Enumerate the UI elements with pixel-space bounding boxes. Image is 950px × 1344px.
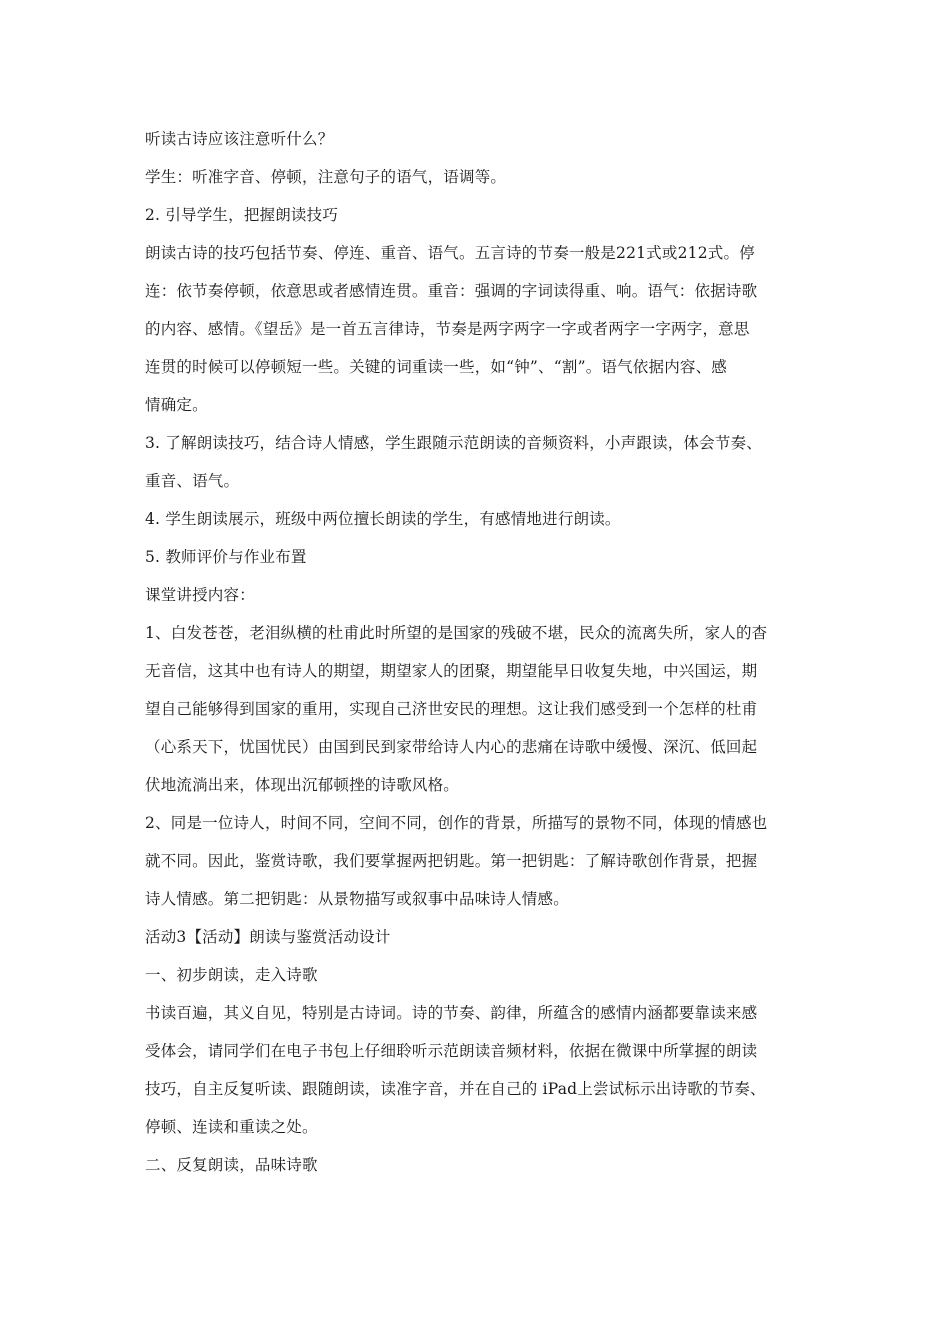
text-line: 就不同。因此，鉴赏诗歌，我们要掌握两把钥匙。第一把钥匙：了解诗歌创作背景，把握 (145, 852, 758, 870)
section-2-heading: 二、反复朗读，品味诗歌 (145, 1156, 318, 1174)
lecture-heading: 课堂讲授内容： (145, 586, 255, 604)
lecture-paragraph-2 (145, 804, 810, 918)
text-line: 1、白发苍苍，老泪纵横的杜甫此时所望的是国家的残破不堪，民众的流离失所，家人的杳 (145, 624, 768, 642)
step-3-paragraph (145, 424, 810, 500)
step-2-heading: 2. 引导学生，把握朗读技巧 (145, 206, 339, 224)
section-1-heading: 一、初步朗读，走入诗歌 (145, 966, 318, 984)
text-line: 书读百遍，其义自见，特别是古诗词。诗的节奏、韵律，所蕴含的感情内涵都要靠读来感 (145, 1004, 758, 1022)
text-line: 停顿、连读和重读之处。 (145, 1118, 318, 1136)
text-line: 的内容、感情。《望岳》是一首五言律诗，节奏是两字两字一字或者两字一字两字，意思 (145, 320, 750, 338)
reading-paragraph (145, 994, 810, 1146)
text-line: 无音信，这其中也有诗人的期望，期望家人的团聚，期望能早日收复失地，中兴国运，期 (145, 662, 758, 680)
step-5-heading: 5. 教师评价与作业布置 (145, 548, 307, 566)
student-answer-line: 学生：听准字音、停顿，注意句子的语气，语调等。 (145, 168, 507, 186)
lecture-paragraph-1 (145, 614, 810, 804)
question-line: 听读古诗应该注意听什么？ (145, 130, 334, 148)
step-4-line: 4. 学生朗读展示，班级中两位擅长朗读的学生，有感情地进行朗读。 (145, 510, 621, 528)
document-page (145, 120, 810, 1184)
text-line: 重音、语气。 (145, 472, 240, 490)
text-line: 望自己能够得到国家的重用，实现自己济世安民的理想。这让我们感受到一个怎样的杜甫 (145, 700, 758, 718)
text-line: 2、同是一位诗人，时间不同，空间不同，创作的背景，所描写的景物不同，体现的情感也 (145, 814, 768, 832)
text-line: 诗人情感。第二把钥匙：从景物描写或叙事中品味诗人情感。 (145, 890, 569, 908)
text-line: 情确定。 (145, 396, 208, 414)
text-line: 3. 了解朗读技巧，结合诗人情感，学生跟随示范朗读的音频资料，小声跟读，体会节奏、 (145, 434, 762, 452)
text-line: 受体会，请同学们在电子书包上仔细聆听示范朗读音频材料，依据在微课中所掌握的朗读 (145, 1042, 758, 1060)
activity-3-heading: 活动3【活动】朗读与鉴赏活动设计 (145, 928, 391, 946)
text-line: （心系天下，忧国忧民）由国到民到家带给诗人内心的悲痛在诗歌中缓慢、深沉、低回起 (145, 738, 758, 756)
text-line: 朗读古诗的技巧包括节奏、停连、重音、语气。五言诗的节奏一般是221式或212式。停 (145, 244, 755, 262)
text-line: 连：依节奏停顿，依意思或者感情连贯。重音：强调的字词读得重、响。语气：依据诗歌 (145, 282, 758, 300)
text-line: 连贯的时候可以停顿短一些。关键的词重读一些，如“钟”、“割”。语气依据内容、感 (145, 358, 727, 376)
text-line: 伏地流淌出来，体现出沉郁顿挫的诗歌风格。 (145, 776, 460, 794)
technique-paragraph (145, 234, 810, 424)
text-line: 技巧，自主反复听读、跟随朗读，读准字音，并在自己的 iPad上尝试标示出诗歌的节奏、 (145, 1080, 766, 1098)
